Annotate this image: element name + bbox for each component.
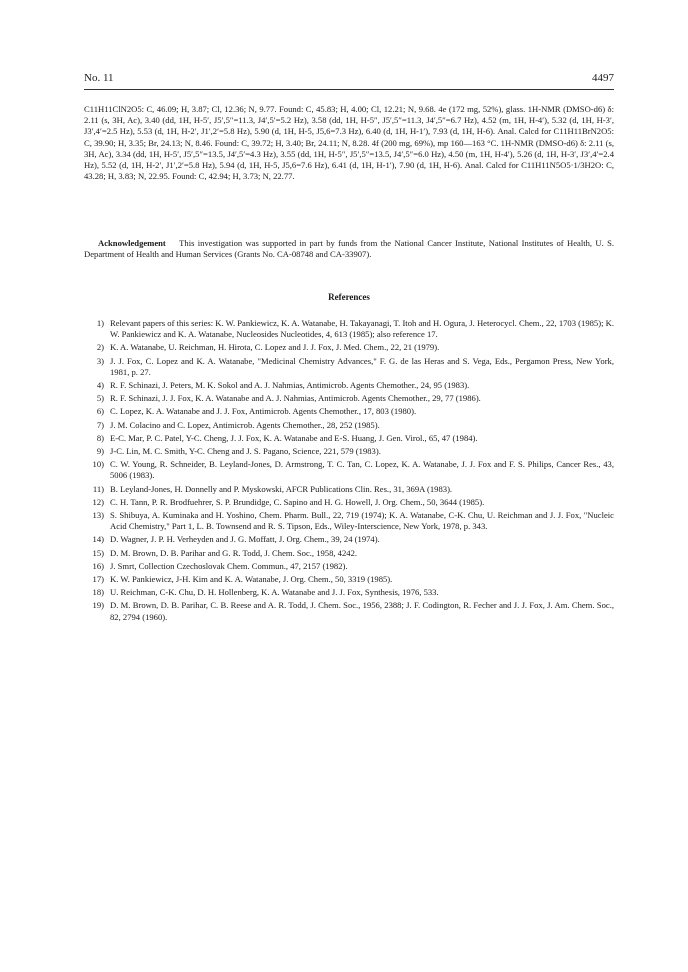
reference-item <box>84 393 614 404</box>
reference-number: 7) <box>96 419 104 430</box>
reference-text: R. F. Schinazi, J. Peters, M. K. Sokol and A. J. Nahmias, Antimicrob. Agents Chemother., 24, 95 (1983). <box>110 380 470 391</box>
reference-text: D. Wagner, J. P. H. Verheyden and J. G. Moffatt, J. Org. Chem., 39, 24 (1974). <box>110 534 380 545</box>
header-divider <box>84 89 614 90</box>
reference-number: 3) <box>96 355 104 366</box>
reference-item <box>84 587 614 598</box>
reference-text: C. Lopez, K. A. Watanabe and J. J. Fox, Antimicrob. Agents Chemother., 17, 803 (1980). <box>110 406 417 417</box>
acknowledgement-text: This investigation was supported in part by funds from the National Cancer Institute, National Institutes of Health, U. S. Department of Health and Human Services (Grants No. CA-08748 and CA-33907). <box>84 238 615 260</box>
reference-number: 10) <box>92 459 104 470</box>
reference-text: E-C. Mar, P. C. Patel, Y-C. Cheng, J. J. Fox, K. A. Watanabe and E-S. Huang, J. Gen. Virol., 65, 47 (1984). <box>110 432 478 443</box>
reference-number: 17) <box>92 574 104 585</box>
reference-item <box>84 433 614 444</box>
reference-item <box>84 420 614 431</box>
reference-item <box>84 561 614 572</box>
reference-item <box>84 356 614 378</box>
reference-number: 19) <box>92 600 104 611</box>
page-number: 4497 <box>592 72 614 84</box>
reference-number: 15) <box>92 547 104 558</box>
reference-item <box>84 459 614 481</box>
reference-text: K. W. Pankiewicz, J-H. Kim and K. A. Watanabe, J. Org. Chem., 50, 3319 (1985). <box>110 574 393 585</box>
reference-number: 16) <box>92 560 104 571</box>
reference-number: 4) <box>96 380 104 391</box>
reference-number: 2) <box>96 342 104 353</box>
reference-number: 13) <box>92 510 104 521</box>
reference-text: S. Shibuya, A. Kuminaka and H. Yoshino, Chem. Pharm. Bull., 22, 719 (1974); K. A. Watanabe, C-K. Chu, U. Reichman and J. J. Fox, "Nucleic Acid Chemistry," Part 1, L. B. Townsend and R. S. Tipson, Eds., Wiley-Interscience, New York, 1978, p. 343. <box>110 510 614 532</box>
reference-item <box>84 446 614 457</box>
reference-text: C. H. Tann, P. R. Brodfuehrer, S. P. Brundidge, C. Sapino and H. G. Howell, J. Org. Chem., 50, 3644 (1985). <box>110 496 485 507</box>
acknowledgement-paragraph <box>84 238 614 260</box>
reference-number: 1) <box>96 318 104 328</box>
reference-number: 18) <box>92 587 104 598</box>
reference-item <box>84 318 614 340</box>
reference-item <box>84 574 614 585</box>
reference-text: B. Leyland-Jones, H. Donnelly and P. Myskowski, AFCR Publications Clin. Res., 31, 369A (1983). <box>110 483 453 494</box>
reference-text: J. Smrt, Collection Czechoslovak Chem. Commun., 47, 2157 (1982). <box>110 560 348 571</box>
reference-text: K. A. Watanabe, U. Reichman, H. Hirota, C. Lopez and J. J. Fox, J. Med. Chem., 22, 21 (1979). <box>110 342 440 353</box>
reference-number: 9) <box>96 446 104 457</box>
reference-text: D. M. Brown, D. B. Parihar, C. B. Reese and A. R. Todd, J. Chem. Soc., 1956, 2388; J. F. Codington, R. Fecher and J. J. Fox, J. Am. Chem. Soc., 82, 2794 (1960). <box>110 600 614 622</box>
reference-number: 14) <box>92 534 104 545</box>
experimental-paragraph: C11H11ClN2O5: C, 46.09; H, 3.87; Cl, 12.36; N, 9.77. Found: C, 45.83; H, 4.00; Cl, 12.21; N, 9.68. 4e (172 mg, 52%), glass. 1H-NMR (DMSO-d6) δ: 2.11 (s, 3H, Ac), 3.40 (dd, 1H, H-5′, J5′,5″=11.3, J4′,5′=5.2 Hz), 3.58 (dd, 1H, H-5″, J5′,5″=11.3, J4′,5″=6.7 Hz), 4.52 (m, 1H, H-4′), 5.32 (d, 1H, H-3′, J3′,4′=2.5 Hz), 5.53 (d, 1H, H-2′, J1′,2′=5.8 Hz), 5.90 (d, 1H, H-5, J5,6=7.3 Hz), 6.40 (d, 1H, H-1′), 7.93 (d, 1H, H-6). Anal. Calcd for C11H11BrN2O5: C, 39.90; H, 3.35; Br, 24.13; N, 8.46. Found: C, 39.72; H, 3.40; Br, 24.11; N, 8.28. 4f (200 mg, 69%), mp 160—163 °C. 1H-NMR (DMSO-d6) δ: 2.11 (s, 3H, Ac), 3.34 (dd, 1H, H-5′, J5′,5″=13.5, J4′,5′=4.3 Hz), 3.55 (dd, 1H, H-5″, J5′,5″=13.5, J4′,5″=6.0 Hz), 4.50 (m, 1H, H-4′), 5.26 (d, 1H, H-3′, J3′,4′=2.4 Hz), 5.52 (d, 1H, H-2′, J1′,2′=5.8 Hz), 5.94 (d, 1H, H-5, J5,6=7.6 Hz), 6.41 (d, 1H, H-1′), 7.90 (d, 1H, H-6). Anal. Calcd for C11H11N5O5·1/3H2O: C, 43.28; H, 3.83; N, 22.95. Found: C, 42.94; H, 3.73; N, 22.77. <box>84 104 614 182</box>
reference-item <box>84 380 614 391</box>
acknowledgement-heading: Acknowledgement <box>98 238 166 248</box>
reference-text: J-C. Lin, M. C. Smith, Y-C. Cheng and J. S. Pagano, Science, 221, 579 (1983). <box>110 446 381 457</box>
reference-item <box>84 510 614 532</box>
reference-text: D. M. Brown, D. B. Parihar and G. R. Todd, J. Chem. Soc., 1958, 4242. <box>110 547 358 558</box>
reference-item <box>84 534 614 545</box>
reference-text: Relevant papers of this series: K. W. Pankiewicz, K. A. Watanabe, H. Takayanagi, T. Itoh and H. Ogura, J. Heterocycl. Chem., 22, 1703 (1985); K. W. Pankiewicz and K. A. Watanabe, Nucleosides Nucleotides, 4, 613 (1985); also reference 17. <box>110 318 614 340</box>
reference-item <box>84 484 614 495</box>
reference-number: 11) <box>92 483 104 494</box>
issue-number: No. 11 <box>84 72 114 84</box>
reference-item <box>84 600 614 622</box>
references-list <box>84 318 614 625</box>
reference-number: 12) <box>92 496 104 507</box>
reference-item <box>84 548 614 559</box>
reference-item <box>84 342 614 353</box>
reference-item <box>84 497 614 508</box>
reference-number: 5) <box>96 393 104 404</box>
reference-text: U. Reichman, C-K. Chu, D. H. Hollenberg, K. A. Watanabe and J. J. Fox, Synthesis, 1976, 533. <box>110 587 439 598</box>
reference-text: J. M. Colacino and C. Lopez, Antimicrob. Agents Chemother., 28, 252 (1985). <box>110 419 380 430</box>
reference-text: C. W. Young, R. Schneider, B. Leyland-Jones, D. Armstrong, T. C. Tan, C. Lopez, K. A. Watanabe, J. J. Fox and F. S. Philips, Cancer Res., 43, 5006 (1983). <box>110 459 614 481</box>
reference-item <box>84 406 614 417</box>
reference-number: 8) <box>96 432 104 443</box>
reference-text: R. F. Schinazi, J. J. Fox, K. A. Watanabe and A. J. Nahmias, Antimicrob. Agents Chemother., 29, 77 (1986). <box>110 393 481 404</box>
references-heading: References <box>328 292 370 302</box>
reference-number: 6) <box>96 406 104 417</box>
reference-text: J. J. Fox, C. Lopez and K. A. Watanabe, "Medicinal Chemistry Advances," F. G. de las Heras and S. Vega, Eds., Pergamon Press, New York, 1981, p. 27. <box>110 355 614 377</box>
